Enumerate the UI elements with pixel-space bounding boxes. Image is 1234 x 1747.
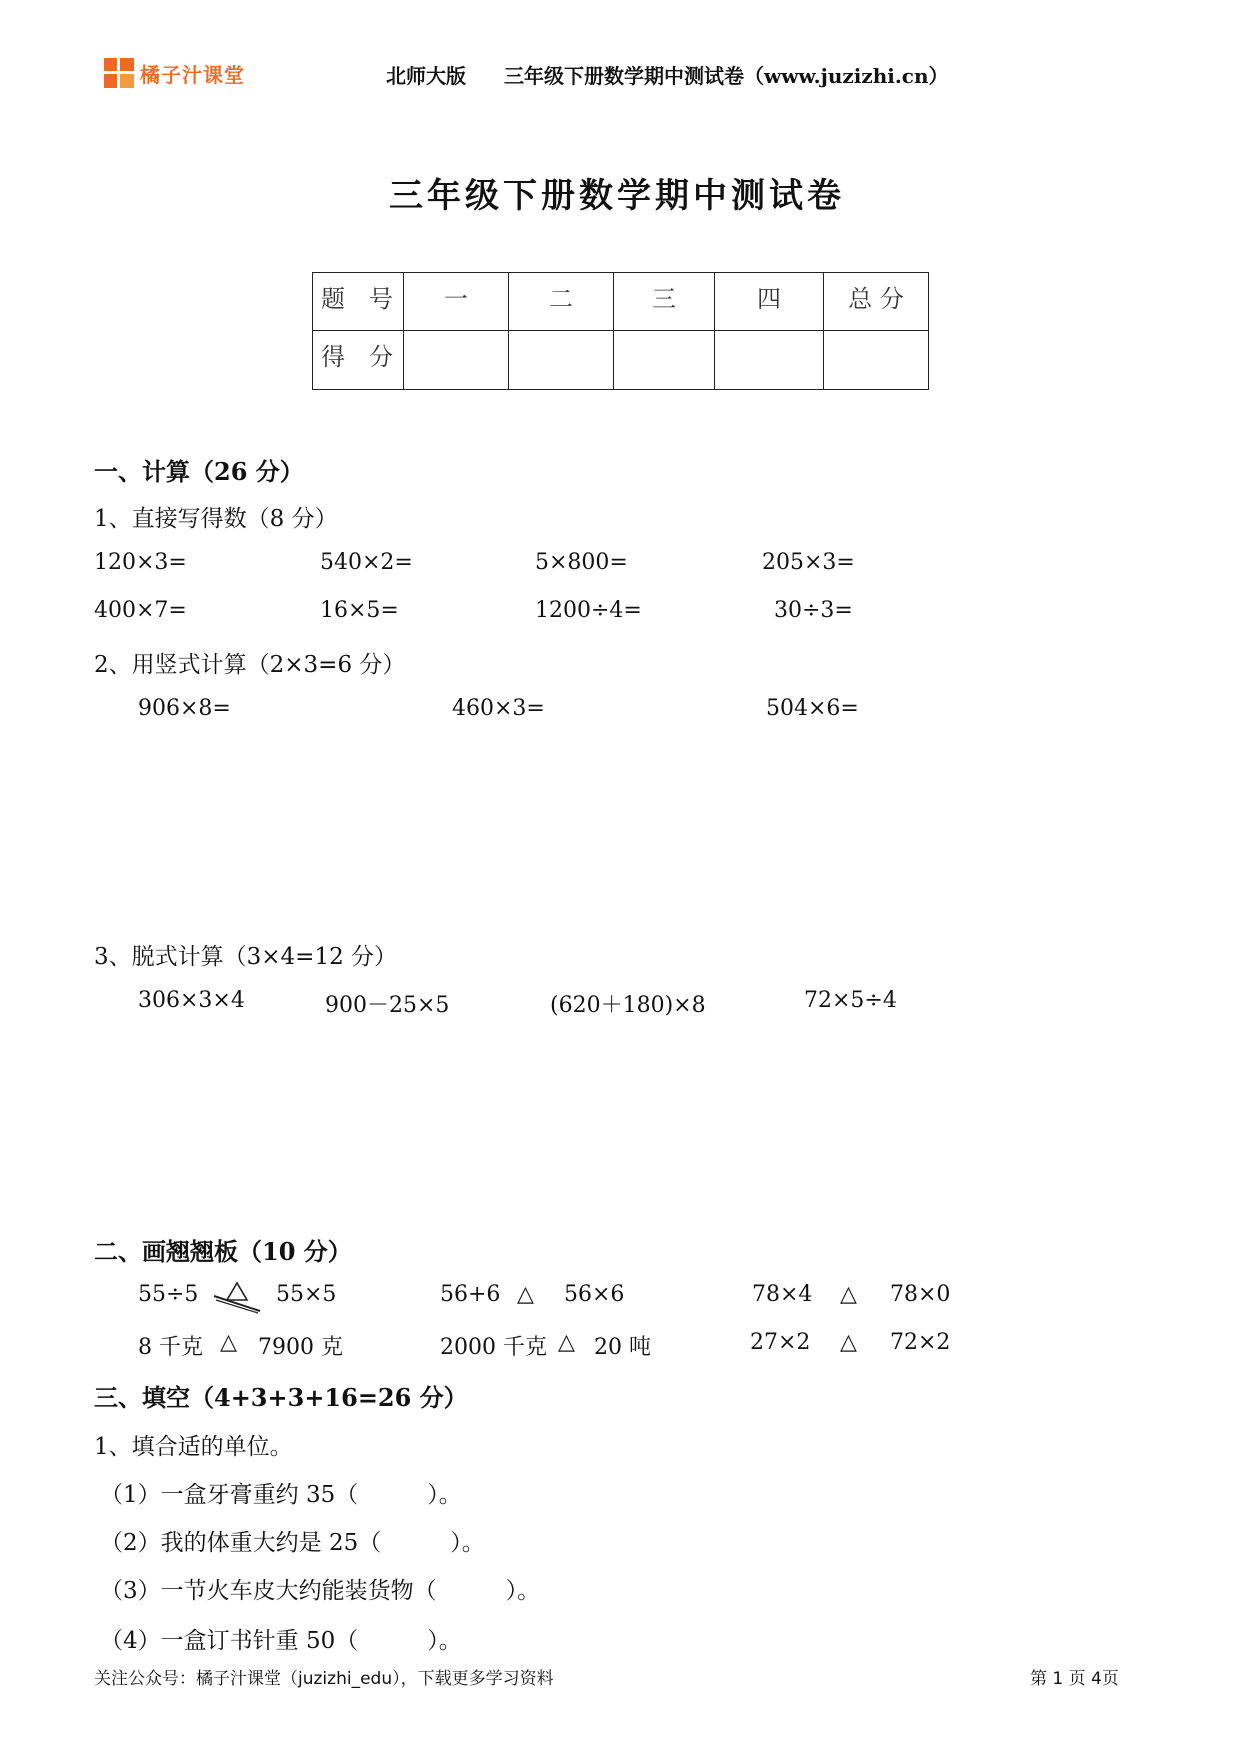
table-header-cell: 四 [715, 273, 824, 331]
triangle-icon: △ [558, 1330, 575, 1355]
expression: 7900 克 [258, 1335, 343, 1360]
section-title: 三、填空（4+3+3+16=26 分） [94, 1383, 468, 1412]
expression: 56×6 [564, 1282, 625, 1307]
score-table [312, 272, 929, 390]
expression: 8 千克 [138, 1335, 203, 1360]
seesaw-icon [212, 1278, 262, 1314]
score-cell [404, 331, 509, 390]
question-title: 2、用竖式计算（2×3=6 分） [94, 652, 406, 678]
fill-blank-item: （4）一盒订书针重 50（ ）。 [100, 1628, 462, 1654]
triangle-icon: △ [220, 1330, 237, 1355]
page-number: 第 1 页 4页 [1030, 1669, 1119, 1689]
expression: 2000 千克 [440, 1335, 547, 1360]
expression: 27×2 [750, 1330, 811, 1355]
expression: 78×4 [752, 1282, 813, 1307]
expression: 78×0 [890, 1282, 951, 1307]
section-title: 一、计算（26 分） [94, 457, 304, 486]
brand-name: 橘子汁课堂 [140, 62, 245, 87]
expression: 16×5= [320, 598, 399, 623]
expression: 504×6= [766, 696, 859, 721]
expression: 205×3= [762, 550, 855, 575]
table-header-cell: 题 号 [313, 273, 404, 331]
header-edition: 北师大版 [386, 64, 466, 88]
expression: 120×3= [94, 550, 187, 575]
logo-icon [104, 58, 134, 88]
question-title: 3、脱式计算（3×4=12 分） [94, 944, 398, 970]
expression: 30÷3= [774, 598, 853, 623]
expression: 20 吨 [594, 1335, 651, 1360]
section-title: 二、画翘翘板（10 分） [94, 1237, 352, 1266]
fill-blank-item: （3）一节火车皮大约能装货物（ ）。 [100, 1578, 541, 1604]
score-cell [824, 331, 929, 390]
score-cell [715, 331, 824, 390]
expression: 400×7= [94, 598, 187, 623]
fill-blank-item: （2）我的体重大约是 25（ ）。 [100, 1530, 485, 1556]
expression: 1200÷4= [535, 598, 642, 623]
brand-logo [104, 56, 245, 90]
expression: 900－25×5 [325, 993, 450, 1018]
table-row-label: 得 分 [313, 331, 404, 390]
question-title: 1、填合适的单位。 [94, 1434, 293, 1460]
triangle-icon: △ [840, 1330, 857, 1355]
expression: 56+6 [440, 1282, 501, 1307]
expression: 306×3×4 [138, 988, 245, 1013]
page-title: 三年级下册数学期中测试卷 [389, 176, 845, 216]
footer-note: 关注公众号：橘子汁课堂（juzizhi_edu），下载更多学习资料 [94, 1669, 554, 1689]
expression: 5×800= [535, 550, 628, 575]
header-doc-title: 三年级下册数学期中测试卷（www.juzizhi.cn） [504, 64, 949, 88]
expression: 906×8= [138, 696, 231, 721]
triangle-icon: △ [517, 1282, 534, 1307]
expression: 72×5÷4 [804, 988, 897, 1013]
expression: 55×5 [276, 1282, 337, 1307]
expression: 460×3= [452, 696, 545, 721]
table-header-cell: 二 [509, 273, 614, 331]
score-cell [509, 331, 614, 390]
expression: 72×2 [890, 1330, 951, 1355]
table-header-cell: 一 [404, 273, 509, 331]
score-cell [614, 331, 715, 390]
fill-blank-item: （1）一盒牙膏重约 35（ ）。 [100, 1482, 462, 1508]
expression: 540×2= [320, 550, 413, 575]
table-header-cell: 总 分 [824, 273, 929, 331]
expression: 55÷5 [138, 1282, 199, 1307]
expression: (620＋180)×8 [550, 993, 706, 1018]
triangle-icon: △ [840, 1282, 857, 1307]
table-header-cell: 三 [614, 273, 715, 331]
question-title: 1、直接写得数（8 分） [94, 506, 338, 532]
